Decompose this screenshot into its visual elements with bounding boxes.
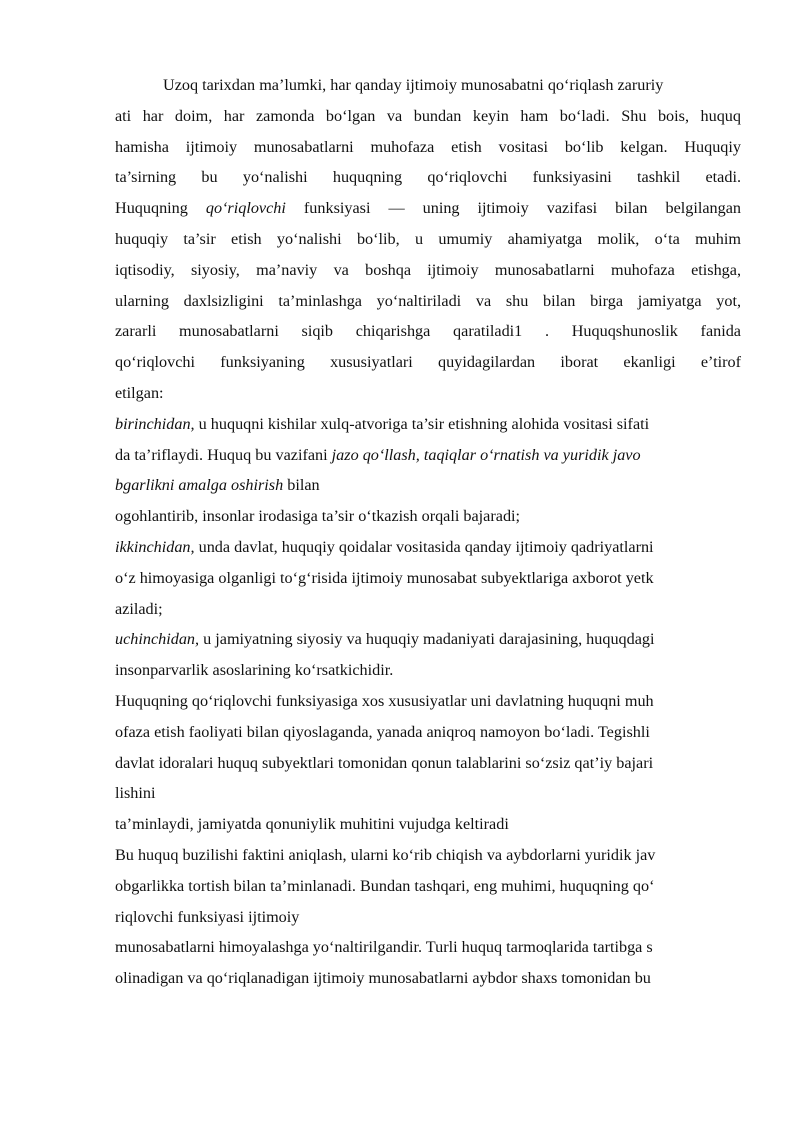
closing-paragraphs — [115, 686, 741, 994]
text-line: obgarlikka tortish bilan ta’minlanadi. Bundan tashqari, eng muhimi, huquqning qo‘ — [115, 876, 655, 895]
text-line: munosabatlarni himoyalashga yo‘naltirilgandir. Turli huquq tarmoqlarida tartibga s — [115, 938, 653, 957]
text-line: iqtisodiy, siyosiy, ma’naviy va boshqa ijtimoiy munosabatlarni muhofaza etishga, — [115, 260, 741, 279]
point-second — [115, 532, 741, 624]
intro-paragraph — [115, 70, 741, 409]
text-run: Huquqning — [115, 199, 206, 218]
text-line — [115, 470, 741, 501]
text-line: ati har doim, har zamonda bo‘lgan va bundan keyin ham bo‘ladi. Shu bois, huquq — [115, 106, 741, 125]
text-run: bilan — [283, 476, 320, 495]
text-line: lishini — [115, 784, 156, 803]
text-line: olinadigan va qo‘riqlanadigan ijtimoiy munosabatlarni aybdor shaxs tomonidan bu — [115, 969, 651, 988]
text-line — [115, 409, 741, 440]
text-line: Uzoq tarixdan ma’lumki, har qanday ijtimoiy munosabatni qo‘riqlash zaruriy — [163, 76, 664, 94]
point-first — [115, 409, 741, 532]
text-line — [115, 440, 741, 471]
text-line: Huquqning qo‘riqlovchi funksiyasiga xos xususiyatlar uni davlatning huquqni muh — [115, 691, 654, 710]
text-line: aziladi; — [115, 599, 163, 618]
document-body — [115, 70, 741, 994]
text-line — [115, 532, 741, 563]
italic-term: jazo qo‘llash, taqiqlar o‘rnatish va yuridik javo — [331, 445, 641, 464]
text-line: Bu huquq buzilishi faktini aniqlash, ularni ko‘rib chiqish va aybdorlarni yuridik jav — [115, 845, 656, 864]
text-line: ogohlantirib, insonlar irodasiga ta’sir o‘tkazish orqali bajaradi; — [115, 507, 521, 526]
text-line: davlat idoralari huquq subyektlari tomonidan qonun talablarini so‘zsiz qat’iy bajari — [115, 753, 654, 772]
text-line: qo‘riqlovchi funksiyaning xususiyatlari quyidagilardan iborat ekanligi e’tirof — [115, 353, 741, 372]
text-line: huquqiy ta’sir etish yo‘nalishi bo‘lib, u umumiy ahamiyatga molik, o‘ta muhim — [115, 229, 741, 248]
text-run: da ta’riflaydi. Huquq bu vazifani — [115, 445, 332, 464]
text-line: ularning daxlsizligini ta’minlashga yo‘naltiriladi va shu bilan birga jamiyatga yot, — [115, 291, 741, 310]
italic-term: ikkinchidan, — [115, 537, 195, 556]
text-line: riqlovchi funksiyasi ijtimoiy — [115, 907, 300, 926]
text-line: ta’sirning bu yo‘nalishi huquqning qo‘riqlovchi funksiyasini tashkil etadi. — [115, 168, 741, 187]
text-line: o‘z himoyasiga olganligi to‘g‘risida ijtimoiy munosabat subyektlariga axborot yetk — [115, 568, 654, 587]
text-line: insonparvarlik asoslarining ko‘rsatkichidir. — [115, 661, 394, 680]
italic-term: qo‘riqlovchi — [205, 199, 286, 218]
text-line: hamisha ijtimoiy munosabatlarni muhofaza etish vositasi bo‘lib kelgan. Huquqiy — [115, 137, 741, 156]
text-run: u huquqni kishilar xulq-atvoriga ta’sir etishning alohida vositasi sifati — [194, 414, 650, 433]
italic-term: birinchidan, — [115, 414, 195, 433]
text-line: ofaza etish faoliyati bilan qiyoslaganda, yanada aniqroq namoyon bo‘ladi. Tegishli — [115, 722, 650, 741]
text-run: funksiyasi — uning ijtimoiy vazifasi bilan belgilangan — [285, 199, 742, 218]
text-line: zararli munosabatlarni siqib chiqarishga qaratiladi1 . Huquqshunoslik fanida — [115, 322, 741, 341]
text-line — [115, 193, 741, 224]
text-run: unda davlat, huquqiy qoidalar vositasida qanday ijtimoiy qadriyatlarni — [194, 537, 654, 556]
text-line: etilgan: — [115, 383, 164, 402]
italic-term: uchinchidan, — [115, 630, 200, 649]
text-line — [115, 624, 741, 655]
text-line: ta’minlaydi, jamiyatda qonuniylik muhitini vujudga keltiradi — [115, 815, 509, 834]
italic-term: bgarlikni amalga oshirish — [115, 476, 284, 495]
text-run: u jamiyatning siyosiy va huquqiy madaniyati darajasining, huquqdagi — [199, 630, 655, 649]
point-third — [115, 624, 741, 686]
